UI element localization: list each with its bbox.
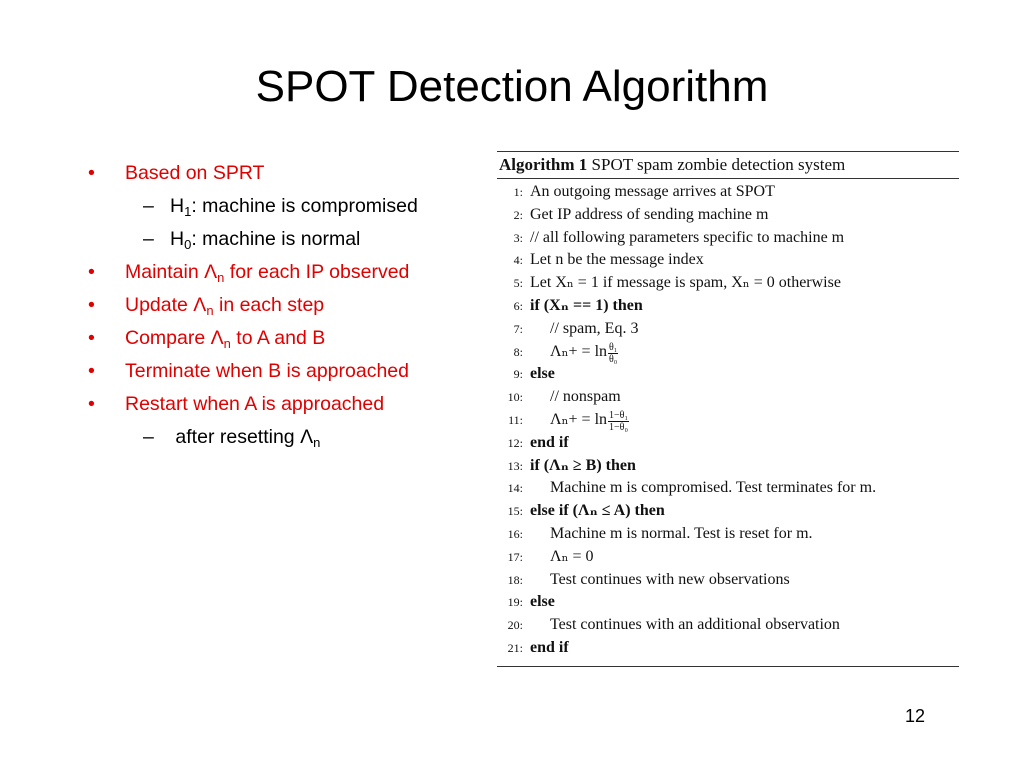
fraction <box>608 342 618 365</box>
line-code: else <box>530 593 555 611</box>
algorithm-line <box>497 295 959 318</box>
bullet-text-after: to A and B <box>230 327 326 349</box>
line-code: Machine m is compromised. Test terminates for m. <box>550 479 877 497</box>
line-code: An outgoing message arrives at SPOT <box>530 183 775 200</box>
bullet-marker: • <box>88 327 95 349</box>
algorithm-line <box>497 181 959 204</box>
fraction <box>608 410 629 433</box>
algorithm-line <box>497 341 959 364</box>
line-text <box>550 318 638 341</box>
line-text <box>530 432 569 455</box>
line-code: if (Xₙ == 1) then <box>530 296 643 314</box>
bullet-subscript: 1 <box>184 204 192 219</box>
page-number: 12 <box>905 706 926 726</box>
fraction-denominator: 1−θ₀ <box>609 421 628 433</box>
fraction-denominator: θ₀ <box>609 353 618 365</box>
bullet-item <box>88 157 478 190</box>
bullet-subscript: n <box>217 270 225 285</box>
bullet-text-after: in each step <box>213 294 325 316</box>
line-number: 17: <box>507 549 523 564</box>
fraction-numerator: θ₁ <box>609 341 618 353</box>
algorithm-caption: SPOT spam zombie detection system <box>591 155 846 174</box>
line-code: Test continues with new observations <box>550 570 790 588</box>
bullet-text: Restart when A is approached <box>125 393 385 415</box>
slide-title: SPOT Detection Algorithm <box>255 62 769 111</box>
dash-marker: – <box>143 228 154 250</box>
dash-marker: – <box>143 426 154 448</box>
line-number: 14: <box>507 481 523 496</box>
bullet-text: H <box>170 195 185 217</box>
line-number: 11: <box>508 412 523 427</box>
bullet-text: Maintain Λ <box>125 261 218 283</box>
algorithm-box <box>497 151 959 667</box>
line-number: 10: <box>507 390 523 405</box>
algorithm-line <box>497 569 959 592</box>
algorithm-line <box>497 614 959 637</box>
bullet-text: Update Λ <box>125 294 207 316</box>
bullet-item <box>88 223 478 256</box>
line-code: Λₙ = 0 <box>550 547 594 565</box>
line-code: if (Λₙ ≥ B) then <box>530 456 636 474</box>
line-code: Test continues with an additional observation <box>550 616 840 634</box>
bullet-text: Terminate when B is approached <box>125 360 409 382</box>
line-number: 6: <box>513 298 523 313</box>
line-code: // nonspam <box>550 388 621 406</box>
line-code: Machine m is normal. Test is reset for m. <box>550 524 813 542</box>
line-number: 7: <box>513 321 523 336</box>
bullet-text: after resetting Λ <box>170 426 314 448</box>
algorithm-line <box>497 455 959 478</box>
bullet-text-after: for each IP observed <box>224 261 410 283</box>
line-number: 20: <box>507 618 523 633</box>
algorithm-line <box>497 272 959 295</box>
algorithm-line <box>497 386 959 409</box>
bullet-item <box>88 322 478 355</box>
line-text <box>550 546 594 569</box>
algorithm-line <box>497 249 959 272</box>
line-code: else <box>530 365 555 383</box>
bullet-item <box>88 289 478 322</box>
line-number: 12: <box>507 435 523 450</box>
bullet-list <box>88 157 478 454</box>
bullet-item <box>88 388 478 421</box>
line-code: // all following parameters specific to machine m <box>530 228 845 246</box>
algorithm-line <box>497 363 959 386</box>
algorithm-line <box>497 477 959 500</box>
dash-marker: – <box>143 195 154 217</box>
bullet-subscript: 0 <box>184 237 192 252</box>
bullet-text: Based on SPRT <box>125 162 265 184</box>
line-number: 21: <box>507 640 523 655</box>
line-number: 1: <box>513 185 523 199</box>
algorithm-line <box>497 591 959 614</box>
line-code: Λₙ+ = ln <box>550 342 608 360</box>
bullet-subscript: n <box>206 303 214 318</box>
line-code: // spam, Eq. 3 <box>550 319 639 337</box>
bullet-item <box>88 256 478 289</box>
line-text <box>550 341 618 365</box>
algorithm-lines <box>497 179 959 666</box>
line-text <box>530 272 841 295</box>
algorithm-bottom-rule <box>497 666 959 667</box>
algorithm-label: Algorithm 1 <box>499 155 588 174</box>
line-number: 5: <box>513 276 523 291</box>
line-number: 15: <box>507 504 523 519</box>
line-code: Get IP address of sending machine m <box>530 205 769 223</box>
bullet-subscript: n <box>223 336 231 351</box>
bullet-item <box>88 421 478 454</box>
algorithm-line <box>497 409 959 432</box>
line-text <box>550 569 790 592</box>
bullet-text: H <box>170 228 185 250</box>
line-text <box>550 477 876 500</box>
fraction-numerator: 1−θ₁ <box>609 409 628 421</box>
algorithm-line <box>497 523 959 546</box>
bullet-marker: • <box>88 360 95 382</box>
algorithm-header <box>497 152 959 178</box>
algorithm-line <box>497 546 959 569</box>
line-text <box>530 500 665 523</box>
line-text <box>530 591 555 614</box>
line-text <box>530 227 844 250</box>
line-code: Let n be the message index <box>530 251 704 269</box>
bullet-item <box>88 355 478 388</box>
bullet-text: Compare Λ <box>125 327 224 349</box>
line-text <box>550 523 813 546</box>
line-text <box>530 204 768 227</box>
algorithm-line <box>497 432 959 455</box>
line-text <box>550 614 840 637</box>
bullet-marker: • <box>88 393 95 415</box>
line-text <box>530 249 704 272</box>
line-code: else if (Λₙ ≤ A) then <box>530 502 665 520</box>
line-text <box>530 295 643 318</box>
line-number: 8: <box>513 344 523 359</box>
bullet-item <box>88 190 478 223</box>
line-number: 9: <box>513 367 523 382</box>
bullet-text-after: : machine is normal <box>191 228 361 250</box>
bullet-text-after: : machine is compromised <box>191 195 418 217</box>
bullet-marker: • <box>88 294 95 316</box>
algorithm-line <box>497 318 959 341</box>
bullet-marker: • <box>88 261 95 283</box>
line-number: 3: <box>513 230 523 245</box>
line-code: end if <box>530 638 569 656</box>
line-text <box>550 386 621 409</box>
line-text <box>550 409 629 433</box>
line-number: 18: <box>507 572 523 587</box>
line-code: end if <box>530 433 569 451</box>
algorithm-line <box>497 204 959 227</box>
line-number: 19: <box>507 595 523 610</box>
algorithm-line <box>497 637 959 660</box>
bullet-subscript: n <box>313 435 321 450</box>
line-code: Let Xₙ = 1 if message is spam, Xₙ = 0 otherwise <box>530 274 841 292</box>
bullet-marker: • <box>88 162 95 184</box>
line-number: 2: <box>513 207 523 222</box>
line-text <box>530 637 569 660</box>
line-number: 4: <box>513 253 523 268</box>
line-number: 16: <box>507 526 523 541</box>
algorithm-line <box>497 227 959 250</box>
line-text <box>530 363 555 386</box>
line-text <box>530 455 636 478</box>
algorithm-line <box>497 500 959 523</box>
line-number: 13: <box>507 458 523 473</box>
line-code: Λₙ+ = ln <box>550 410 608 428</box>
line-text <box>530 181 775 204</box>
